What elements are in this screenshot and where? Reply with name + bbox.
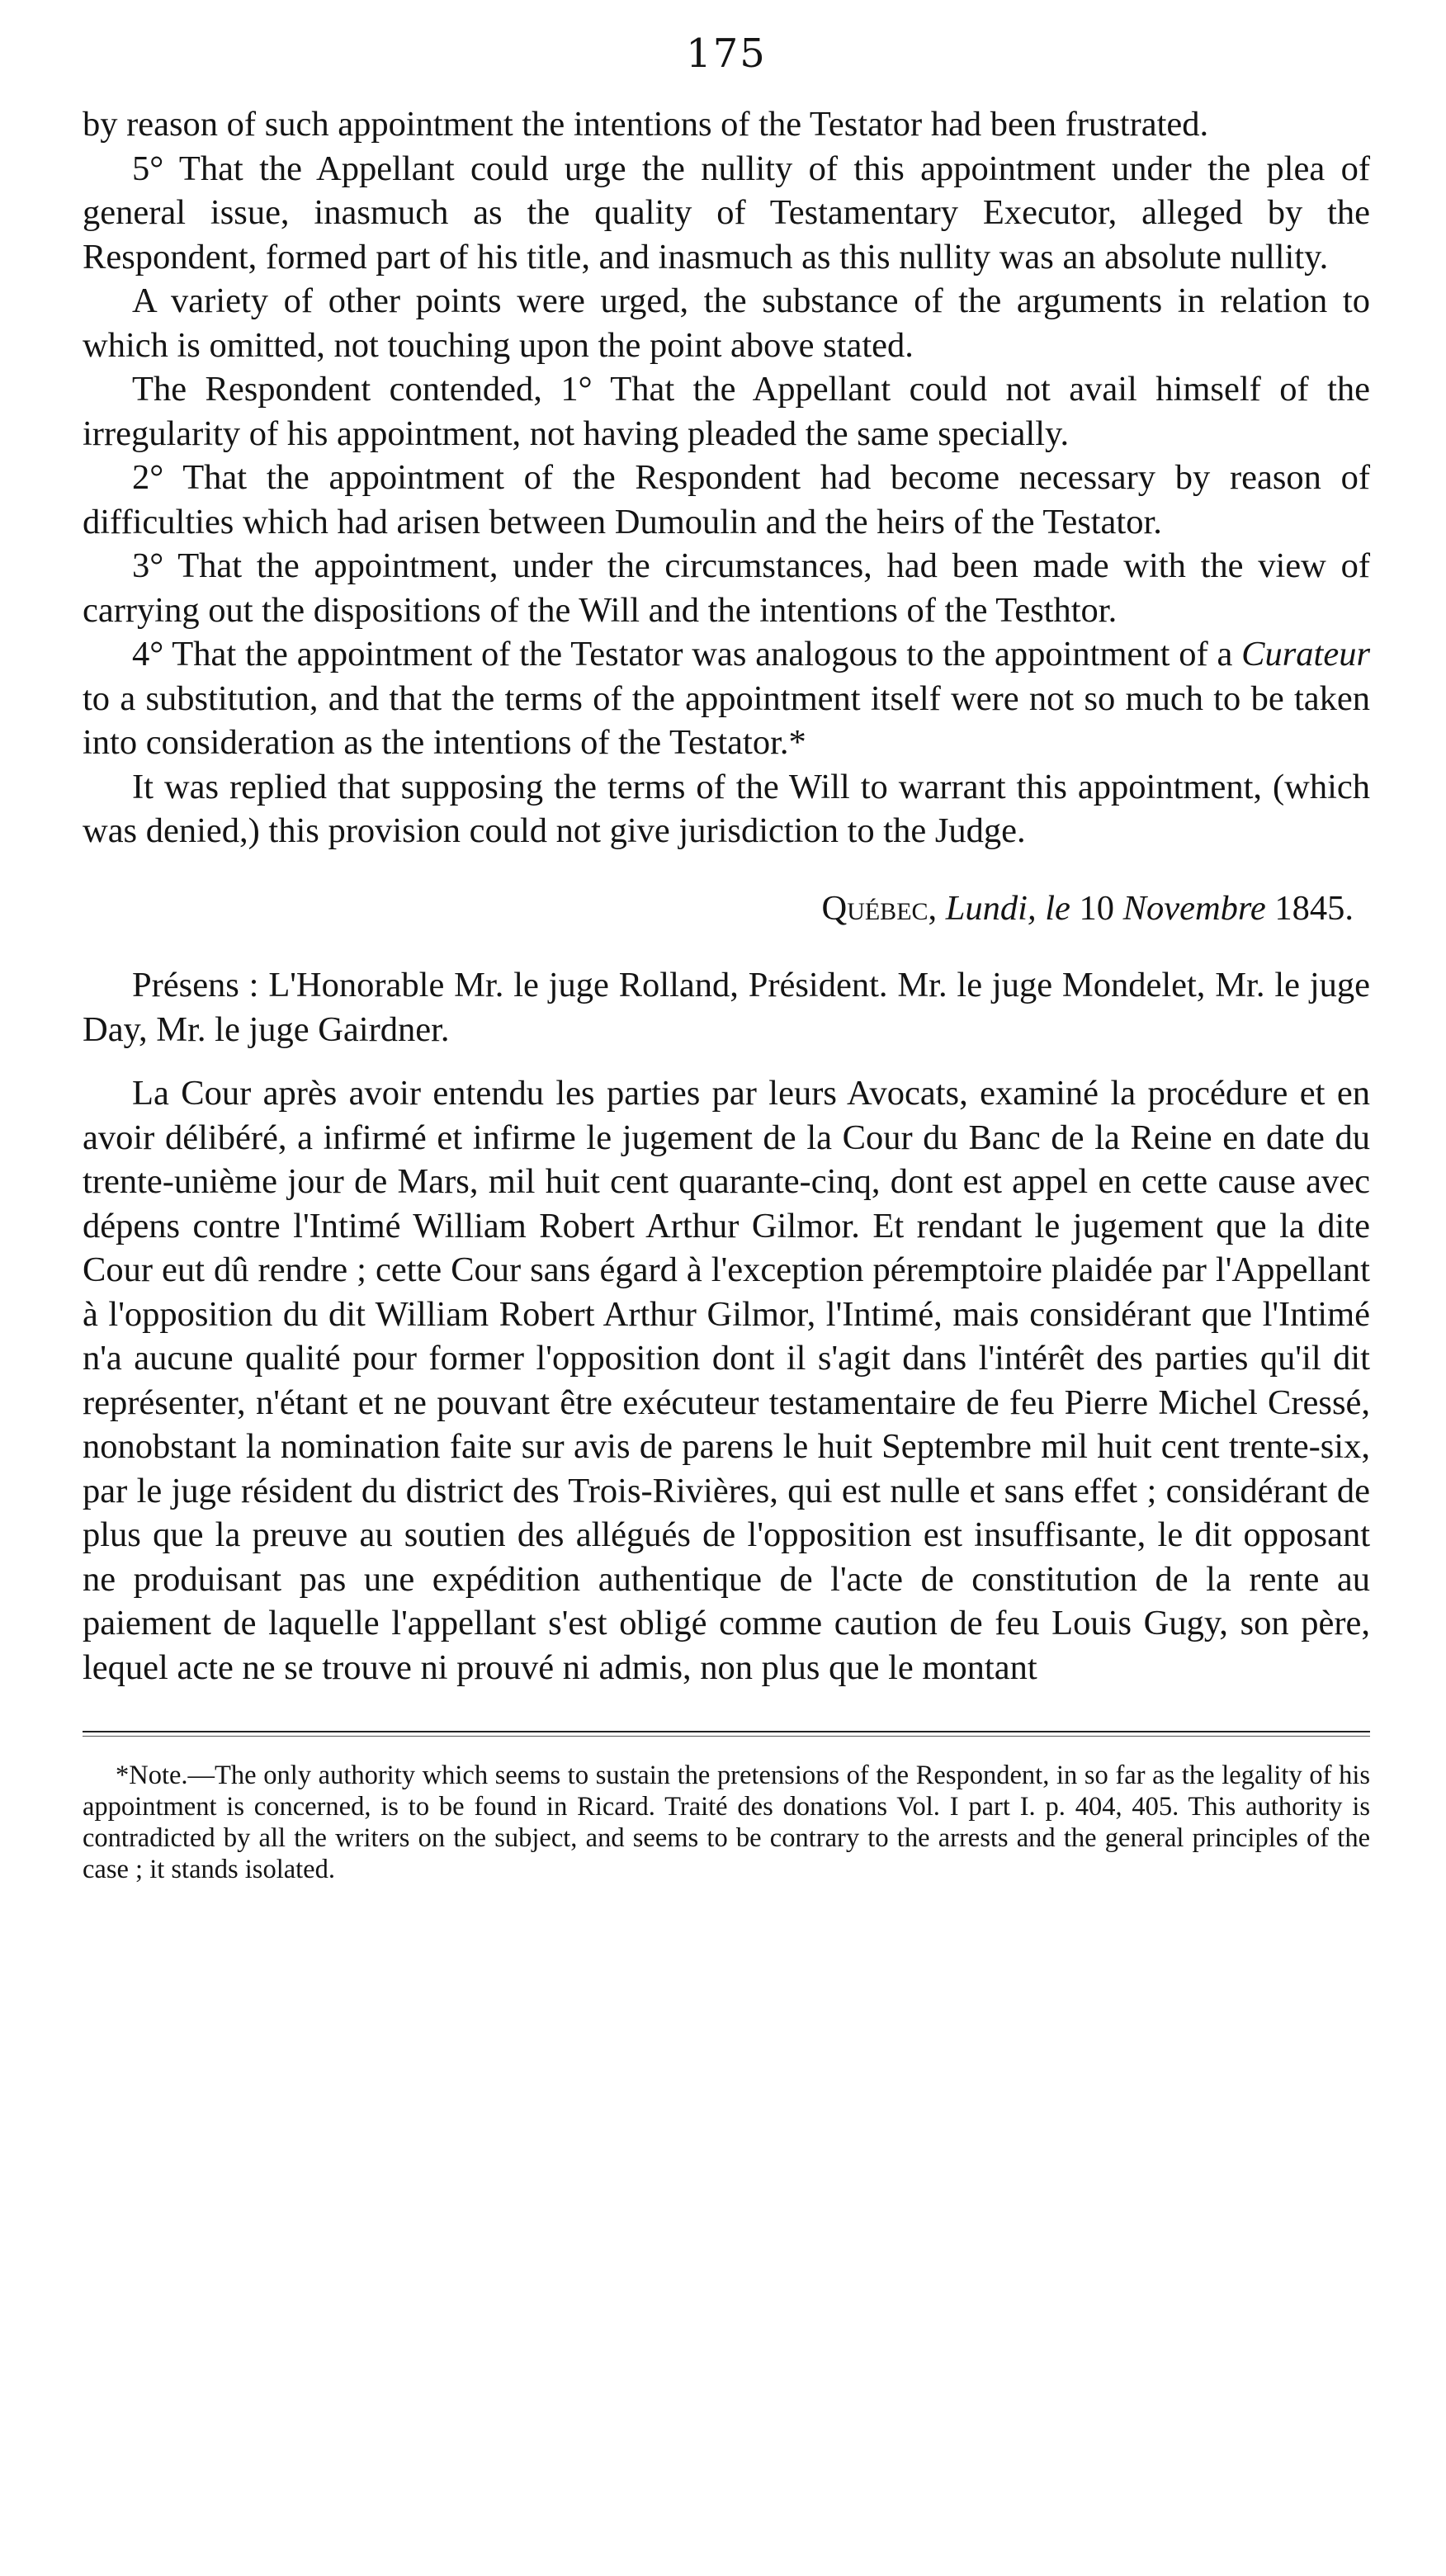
paragraph-presens: Présens : L'Honorable Mr. le juge Rolland, Président. Mr. le juge Mondelet, Mr. le juge Day, Mr. le juge Gairdner. — [83, 966, 1370, 1049]
paragraph-respondent-point-3: 3° That the appointment, under the circumstances, had been made with the view of carrying out the dispositions of the Will and the intentions of the Testhtor. — [83, 546, 1370, 630]
dateline-day-number: 10 — [1079, 888, 1115, 928]
dateline-le: le — [1045, 888, 1070, 928]
paragraph-respondent-point-1: The Respondent contended, 1° That the Appellant could not avail himself of the irregularity of his appointment, not having pleaded the same specially. — [83, 370, 1370, 453]
paragraph-respondent-point-2: 2° That the appointment of the Respondent had become necessary by reason of difficulties which had arisen between Dumoulin and the heirs of the Testator. — [83, 458, 1370, 541]
footnote: *Note.—The only authority which seems to sustain the pretensions of the Respondent, in so far as the legality of his appointment is concerned, is to be found in Ricard. Traité des donations Vol. I part I. p. 404, 405. This authority is contradicted by all the writers on the subject, and seems to be contrary to the arrests and the general principles of the case ; it stands isolated. — [83, 1761, 1370, 1884]
paragraph-continuation: by reason of such appointment the intentions of the Testator had been frustrated. — [83, 105, 1209, 144]
page-number: 175 — [686, 31, 767, 77]
footnote-divider-thin — [83, 1736, 1370, 1737]
dateline-city: Québec, — [821, 888, 938, 928]
dateline-month: Novembre — [1122, 888, 1266, 928]
paragraph-respondent-point-4 — [83, 632, 1370, 765]
paragraph-other-points: A variety of other points were urged, the substance of the arguments in relation to which is omitted, not touching upon the point above stated. — [83, 281, 1370, 365]
dateline — [83, 886, 1354, 931]
document-page — [83, 17, 1370, 1885]
point-4-text-before: 4° That the appointment of the Testator was analogous to the appointment of a — [132, 635, 1242, 674]
point-4-italic-term: Curateur — [1241, 635, 1370, 674]
dateline-year: 1845. — [1274, 888, 1354, 928]
footnote-divider — [83, 1731, 1370, 1732]
point-4-text-after: to a substitution, and that the terms of the appointment itself were not so much to be taken into consideration as the intentions of the Testator.* — [83, 678, 1370, 762]
paragraph-replied: It was replied that supposing the terms of the Will to warrant this appointment, (which was denied,) this provision could not give jurisdiction to the Judge. — [83, 767, 1370, 850]
dateline-day: Lundi, — [945, 888, 1037, 928]
paragraph-judgment: La Cour après avoir entendu les parties par leurs Avocats, examiné la procédure et en avoir délibéré, a infirmé et infirme le jugement de la Cour du Banc de la Reine en date du trente-unième jour de Mars, mil huit cent quarante-cinq, dont est appel en cette cause avec dépens contre l'Intimé William Robert Arthur Gilmor. Et rendant le jugement que la dite Cour eut dû rendre ; cette Cour sans égard à l'exception péremptoire plaidée par l'Appellant à l'opposition du dit William Robert Arthur Gilmor, l'Intimé, mais considérant que l'Intimé n'a aucune qualité pour former l'opposition dont il s'agit dans l'intérêt des parties qu'il dit représenter, n'étant et ne pouvant être exécuteur testamentaire de feu Pierre Michel Cressé, nonobstant la nomination faite sur avis de parens le huit Septembre mil huit cent trente-six, par le juge résident du district des Trois-Rivières, qui est nulle et sans effet ; considérant de plus que la preuve au soutien des allégués de l'opposition est insuffisante, le dit opposant ne produisant pas une expédition authentique de l'acte de constitution de la rente au paiement de laquelle l'appellant s'est obligé comme caution de feu Louis Gugy, son père, lequel acte ne se trouve ni prouvé ni admis, non plus que le montant — [83, 1074, 1370, 1687]
paragraph-point-5: 5° That the Appellant could urge the nullity of this appointment under the plea of general issue, inasmuch as the quality of Testamentary Executor, alleged by the Respondent, formed part of his title, and inasmuch as this nullity was an absolute nullity. — [83, 149, 1370, 277]
